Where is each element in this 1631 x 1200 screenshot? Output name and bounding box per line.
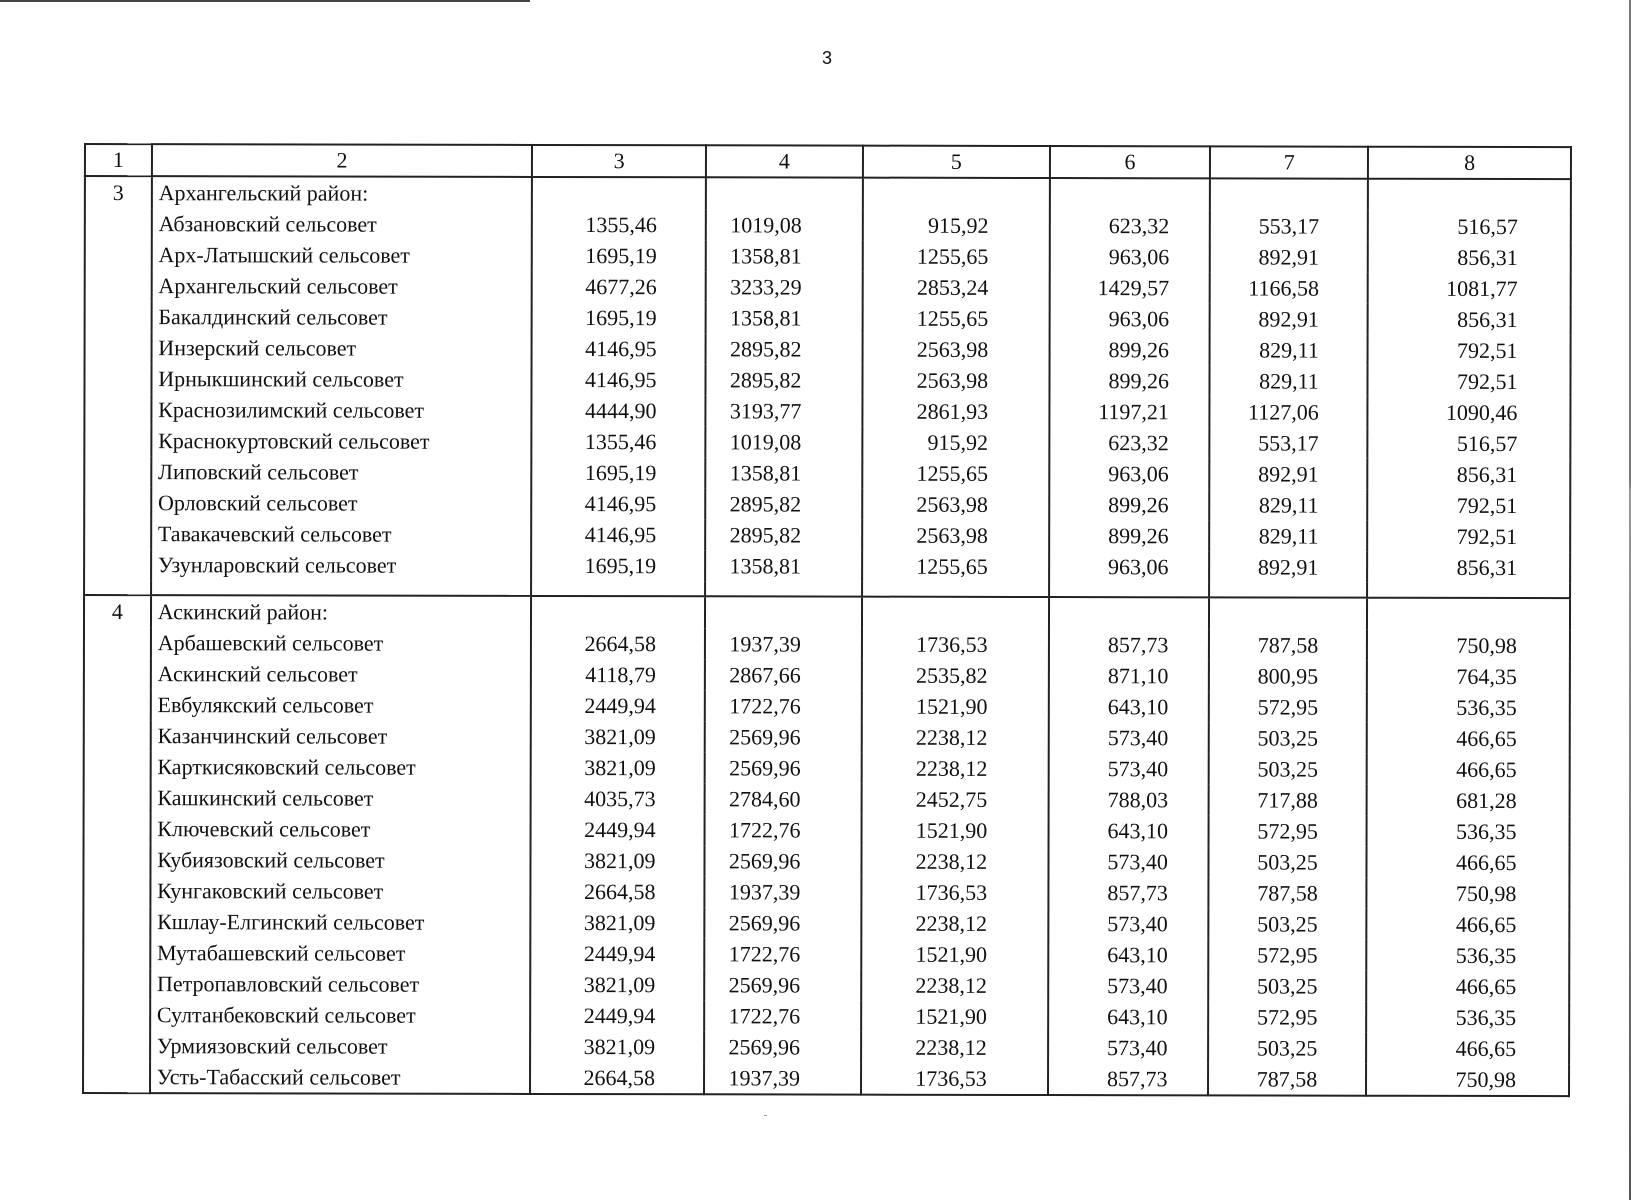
table-row [84,720,1570,754]
value-col-7: 892,91 [1210,458,1368,489]
value-col-8: 764,35 [1367,661,1570,692]
council-name: Султанбековский сельсовет [150,999,531,1031]
table-row [85,239,1571,273]
value-col-5: 1255,65 [863,241,1050,272]
table-body [83,176,1571,1096]
value-col-4: 1019,08 [705,426,862,457]
value-col-4: 1358,81 [705,457,862,488]
scan-speck [764,1115,767,1116]
table-row [84,813,1570,847]
value-col-6: 899,26 [1049,520,1210,551]
council-name: Арбашевский сельсовет [151,627,532,659]
value-col-6: 1197,21 [1049,396,1210,427]
value-col-7: 892,91 [1210,303,1368,334]
value-col-4: 1019,08 [706,209,863,240]
value-col-6: 963,06 [1049,241,1210,272]
council-name: Евбулякский сельсовет [151,689,532,721]
row-number-cell [84,487,151,518]
empty-cell [1368,179,1571,211]
table-row [84,549,1570,583]
row-number-cell [83,968,150,999]
value-col-8: 536,35 [1367,816,1570,847]
table-row [85,208,1571,242]
value-col-7: 503,25 [1209,722,1367,753]
value-col-4: 2569,96 [704,907,861,938]
council-name: Аскинский сельсовет [151,658,532,690]
value-col-8: 516,57 [1368,211,1571,242]
value-col-4: 1358,81 [706,240,863,271]
value-col-8: 466,65 [1367,909,1570,940]
value-col-7: 829,11 [1210,489,1368,520]
value-col-5: 1255,65 [862,458,1049,489]
row-number-cell [83,1030,150,1061]
value-col-7: 787,58 [1209,629,1367,660]
value-col-7: 787,58 [1209,877,1367,908]
value-col-4: 2895,82 [706,364,863,395]
value-col-5: 1521,90 [861,939,1048,970]
district-number: 3 [85,176,152,208]
value-col-6: 573,40 [1048,846,1209,877]
value-col-3: 2449,94 [531,814,705,845]
value-col-4: 2569,96 [704,969,861,1000]
value-col-8: 1081,77 [1368,273,1571,304]
council-name: Карткисяковский сельсовет [150,751,531,783]
value-col-5: 2238,12 [862,722,1049,753]
table-row [83,844,1569,878]
table-row [85,332,1571,366]
value-col-3: 1695,19 [532,302,706,333]
value-col-5: 915,92 [863,210,1050,241]
value-col-6: 899,26 [1049,334,1210,365]
value-col-7: 572,95 [1209,939,1367,970]
value-col-8: 792,51 [1368,335,1571,366]
value-col-8: 516,57 [1368,428,1571,459]
empty-cell [532,177,706,209]
value-col-7: 572,95 [1209,691,1367,722]
value-col-5: 2563,98 [862,489,1049,520]
value-col-3: 1695,19 [532,240,706,271]
value-col-8: 856,31 [1368,304,1571,335]
value-col-8: 536,35 [1367,940,1570,971]
value-col-8: 792,51 [1367,490,1570,521]
value-col-6: 871,10 [1049,660,1210,691]
value-col-4: 1937,39 [704,1062,861,1094]
value-col-3: 4677,26 [532,271,706,302]
value-col-7: 800,95 [1209,660,1367,691]
value-col-6: 857,73 [1049,629,1210,660]
table-row [84,456,1570,490]
value-col-3: 4146,95 [532,333,706,364]
value-col-8: 466,65 [1367,723,1570,754]
row-number-cell [84,363,151,394]
value-col-7: 503,25 [1209,1032,1367,1063]
table-row [83,1030,1569,1064]
spacer-cell [705,581,862,596]
row-number-cell [85,239,152,270]
empty-cell [531,596,705,628]
value-col-6: 573,40 [1048,722,1209,753]
value-col-3: 2664,58 [531,628,705,659]
value-col-3: 1695,19 [532,457,706,488]
council-name: Кубиязовский сельсовет [150,844,531,876]
value-col-8: 1090,46 [1368,397,1571,428]
value-col-8: 792,51 [1368,366,1571,397]
table-row [84,363,1570,397]
row-number-cell [83,875,150,906]
value-col-7: 503,25 [1209,970,1367,1001]
value-col-3: 2449,94 [531,690,705,721]
row-number-cell [83,937,150,968]
value-col-3: 4444,90 [532,395,706,426]
value-col-4: 2895,82 [705,519,862,550]
col-header-5: 5 [863,146,1050,178]
value-col-4: 1937,39 [704,876,861,907]
council-name: Ключевский сельсовет [150,813,531,845]
empty-cell [1367,598,1570,630]
row-number-cell [84,627,151,658]
table-row [83,999,1569,1033]
value-col-4: 2569,96 [705,721,862,752]
value-col-6: 643,10 [1048,815,1209,846]
value-col-7: 553,17 [1210,427,1368,458]
row-number-cell [85,301,152,332]
value-col-8: 466,65 [1366,1033,1569,1064]
value-col-5: 2535,82 [862,660,1049,691]
table-row [83,906,1569,940]
empty-cell [1210,178,1368,210]
value-col-4: 1937,39 [705,628,862,659]
table-row [84,658,1570,692]
value-col-7: 892,91 [1210,241,1368,272]
council-name: Орловский сельсовет [151,487,532,519]
value-col-8: 466,65 [1367,754,1570,785]
value-col-7: 503,25 [1209,908,1367,939]
value-col-6: 573,40 [1048,1032,1209,1063]
value-col-7: 1166,58 [1210,272,1368,303]
col-header-7: 7 [1210,146,1368,178]
value-col-4: 1358,81 [706,302,863,333]
value-col-3: 2664,58 [530,1062,704,1094]
council-name: Кшлау-Елгинский сельсовет [150,906,531,938]
value-col-4: 3233,29 [706,271,863,302]
value-col-8: 536,35 [1367,692,1570,723]
district-title: Аскинский район: [151,595,532,628]
spacer-cell [1367,583,1570,598]
value-col-4: 1722,76 [704,1000,861,1031]
value-col-5: 1521,90 [861,1001,1048,1032]
value-col-6: 963,06 [1049,458,1210,489]
value-col-5: 915,92 [862,427,1049,458]
value-col-8: 466,65 [1367,847,1570,878]
value-col-3: 3821,09 [531,845,705,876]
row-number-cell [84,720,151,751]
value-col-3: 1355,46 [532,209,706,240]
row-number-cell [83,844,150,875]
value-col-5: 1736,53 [862,629,1049,660]
value-col-5: 1255,65 [862,551,1049,582]
value-col-6: 963,06 [1049,551,1210,582]
value-col-3: 4146,95 [531,519,705,550]
value-col-8: 681,28 [1367,785,1570,816]
value-col-5: 2853,24 [863,272,1050,303]
value-col-6: 573,40 [1048,908,1209,939]
value-col-7: 892,91 [1210,551,1368,582]
value-col-7: 1127,06 [1210,396,1368,427]
value-col-7: 829,11 [1210,520,1368,551]
value-col-6: 963,06 [1049,303,1210,334]
district-row [84,595,1570,630]
council-name: Липовский сельсовет [151,456,532,488]
value-col-4: 1358,81 [705,550,862,581]
value-col-6: 899,26 [1049,489,1210,520]
value-col-3: 4118,79 [531,659,705,690]
empty-cell [1049,597,1210,629]
value-col-5: 1736,53 [861,1063,1048,1095]
council-name: Ирныкшинский сельсовет [151,363,532,395]
value-col-7: 787,58 [1208,1063,1366,1095]
value-col-6: 788,03 [1048,784,1209,815]
value-col-5: 1255,65 [863,303,1050,334]
district-row [85,176,1571,211]
council-name: Арх-Латышский сельсовет [151,239,532,271]
value-col-5: 2238,12 [861,970,1048,1001]
empty-cell [863,178,1050,210]
council-name: Усть-Табасский сельсовет [150,1061,531,1094]
value-col-6: 899,26 [1049,365,1210,396]
row-number-cell [85,270,152,301]
council-name: Бакалдинский сельсовет [151,301,532,333]
value-col-8: 856,31 [1368,459,1571,490]
table-row [84,425,1570,459]
council-name: Абзановский сельсовет [152,208,533,240]
col-header-8: 8 [1368,147,1571,179]
table-row [83,875,1569,909]
value-col-3: 4146,95 [532,364,706,395]
council-name: Инзерский сельсовет [151,332,532,364]
row-number-cell [84,425,151,456]
value-col-4: 2895,82 [705,488,862,519]
row-number-cell [85,332,152,363]
spacer-cell [862,582,1049,597]
value-col-7: 553,17 [1210,210,1368,241]
row-number-cell [84,813,151,844]
table-row [84,689,1570,723]
row-number-cell [84,689,151,720]
value-col-6: 573,40 [1048,970,1209,1001]
spacer-cell [151,580,532,596]
value-col-4: 1722,76 [705,814,862,845]
value-col-7: 503,25 [1209,846,1367,877]
value-col-8: 856,31 [1368,242,1571,273]
value-col-7: 829,11 [1210,334,1368,365]
council-name: Краснокуртовский сельсовет [151,425,532,457]
scan-top-rule [0,0,530,2]
district-title: Архангельский район: [152,176,533,209]
value-col-3: 1355,46 [532,426,706,457]
table-row [84,782,1570,816]
council-name: Урмиязовский сельсовет [150,1030,531,1062]
empty-cell [705,596,862,628]
col-header-3: 3 [532,145,706,177]
value-col-8: 792,51 [1367,521,1570,552]
value-col-6: 857,73 [1048,1063,1209,1095]
row-number-cell [84,782,151,813]
value-col-4: 1722,76 [705,690,862,721]
value-col-5: 2452,75 [862,784,1049,815]
council-name: Тавакачевский сельсовет [151,518,532,550]
row-number-cell [83,906,150,937]
value-col-4: 2784,60 [705,783,862,814]
value-col-6: 623,32 [1049,427,1210,458]
value-col-3: 3821,09 [530,969,704,1000]
value-col-6: 573,40 [1048,753,1209,784]
council-name: Архангельский сельсовет [151,270,532,302]
table-row [85,270,1571,304]
value-col-6: 643,10 [1048,939,1209,970]
row-number-cell [84,456,151,487]
value-col-7: 503,25 [1209,753,1367,784]
value-col-5: 2563,98 [862,334,1049,365]
council-name: Казанчинский сельсовет [150,720,531,752]
council-name: Петропавловский сельсовет [150,968,531,1000]
value-col-5: 2861,93 [862,396,1049,427]
table-row [84,627,1570,661]
row-number-cell [83,1061,150,1093]
value-col-6: 643,10 [1048,691,1209,722]
value-col-3: 1695,19 [531,550,705,581]
col-header-4: 4 [706,145,863,177]
value-col-5: 2238,12 [861,908,1048,939]
value-col-3: 3821,09 [530,1031,704,1062]
value-col-3: 2449,94 [531,938,705,969]
value-col-4: 2867,66 [705,659,862,690]
row-number-cell [83,999,150,1030]
value-col-3: 3821,09 [531,721,705,752]
table-row [85,301,1571,335]
value-col-4: 2569,96 [704,845,861,876]
value-col-4: 2569,96 [705,752,862,783]
value-col-5: 2238,12 [861,846,1048,877]
value-col-8: 856,31 [1367,552,1570,583]
spacer-cell [1210,582,1368,597]
value-col-5: 1521,90 [861,815,1048,846]
row-number-cell [84,394,151,425]
value-col-7: 829,11 [1210,365,1368,396]
council-name: Кунгаковский сельсовет [150,875,531,907]
table-row [84,751,1570,785]
value-col-6: 643,10 [1048,1001,1209,1032]
value-col-7: 717,88 [1209,784,1367,815]
value-col-4: 1722,76 [704,938,861,969]
value-col-6: 623,32 [1049,210,1210,241]
empty-cell [1209,597,1367,629]
value-col-3: 2664,58 [531,876,705,907]
row-number-cell [85,208,152,239]
value-col-8: 536,35 [1366,1002,1569,1033]
value-col-4: 2569,96 [704,1031,861,1062]
value-col-8: 466,65 [1366,971,1569,1002]
value-col-4: 2895,82 [706,333,863,364]
council-name: Мутабашевский сельсовет [150,937,531,969]
col-header-2: 2 [152,144,533,177]
value-col-7: 572,95 [1209,815,1367,846]
row-number-cell [84,658,151,689]
value-col-8: 750,98 [1366,1064,1569,1096]
council-name: Узунларовский сельсовет [151,549,532,581]
empty-cell [706,177,863,209]
column-number-header-row [85,144,1571,179]
value-col-3: 4146,95 [531,488,705,519]
empty-cell [862,597,1049,629]
value-col-7: 572,95 [1209,1001,1367,1032]
col-header-6: 6 [1050,146,1211,178]
row-number-cell [84,549,151,580]
table-row [84,487,1570,521]
value-col-3: 3821,09 [531,752,705,783]
value-col-3: 3821,09 [531,907,705,938]
value-col-5: 2238,12 [862,753,1049,784]
page-number: 3 [822,48,833,68]
spacer-cell [1049,582,1210,597]
spacer-cell [531,581,705,596]
value-col-3: 4035,73 [531,783,705,814]
council-name: Кашкинский сельсовет [150,782,531,814]
tariff-table [82,143,1572,1097]
value-col-3: 2449,94 [530,1000,704,1031]
value-col-5: 2563,98 [862,365,1049,396]
value-col-6: 857,73 [1048,877,1209,908]
value-col-8: 750,98 [1367,630,1570,661]
value-col-8: 750,98 [1367,878,1570,909]
council-name: Краснозилимский сельсовет [151,394,532,426]
value-col-5: 2563,98 [862,520,1049,551]
table-row [84,394,1570,428]
row-number-cell [84,751,151,782]
table-row [83,968,1569,1002]
col-header-1: 1 [85,144,152,176]
row-number-cell [84,518,151,549]
value-col-5: 2238,12 [861,1032,1048,1063]
table-row [83,1061,1569,1096]
value-col-5: 1521,90 [862,691,1049,722]
spacer-cell [84,580,151,595]
value-col-6: 1429,57 [1049,272,1210,303]
district-number: 4 [84,595,151,627]
value-col-4: 3193,77 [705,395,862,426]
table-row [83,937,1569,971]
table-row [84,518,1570,552]
empty-cell [1050,178,1211,210]
value-col-5: 1736,53 [861,877,1048,908]
